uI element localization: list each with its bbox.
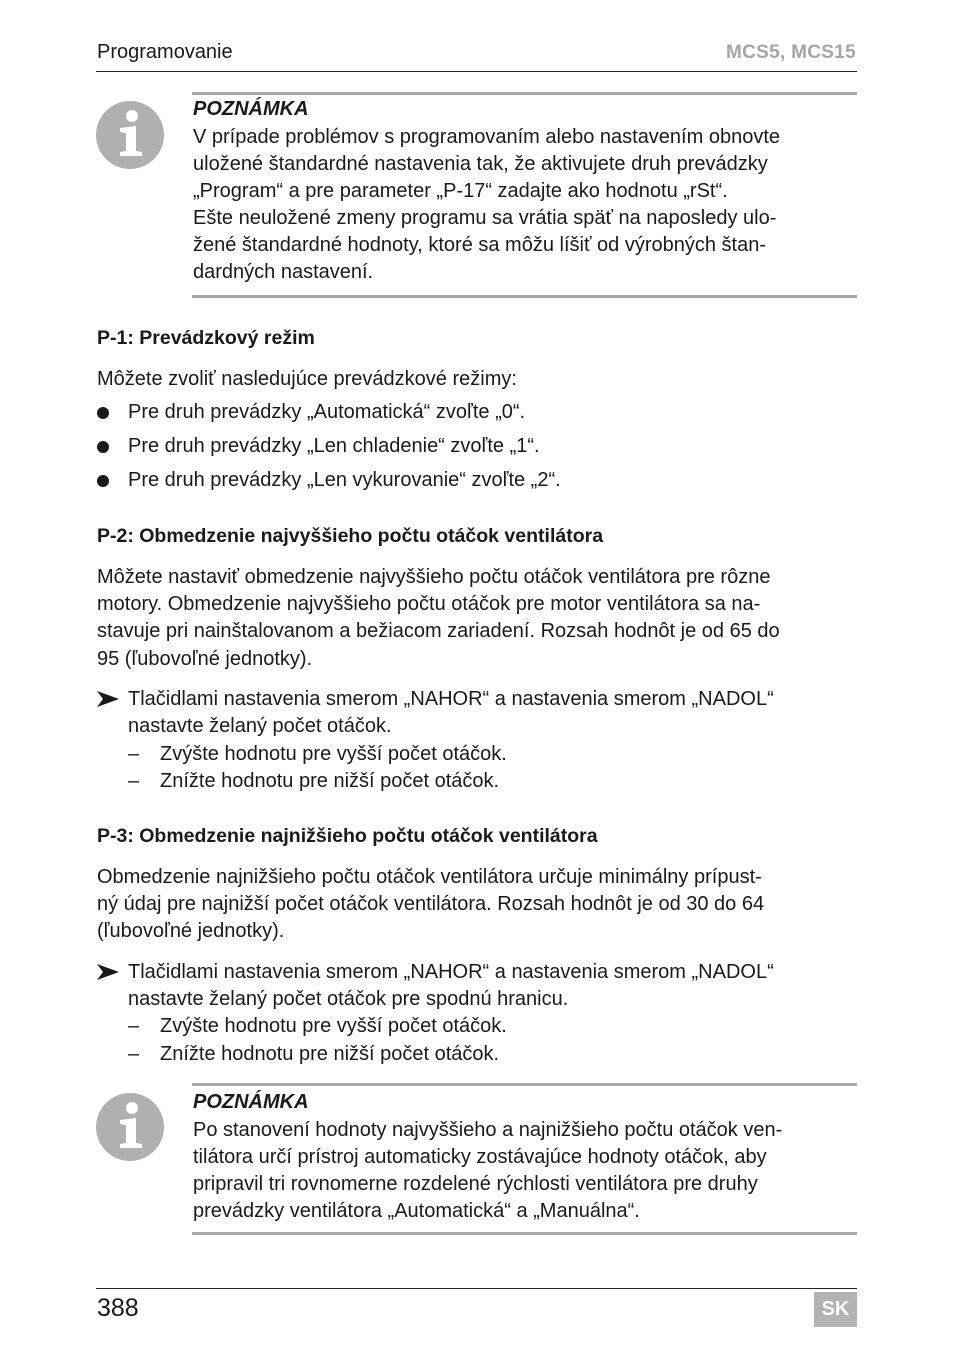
info-icon bbox=[96, 1093, 164, 1161]
page-number: 388 bbox=[97, 1294, 139, 1322]
note2-bottom-rule bbox=[192, 1232, 857, 1235]
p2-paragraph: Môžete nastaviť obmedzenie najvyššieho počtu otáčok ventilátora pre rôzne motory. Obmedzenie najvyššieho počtu otáčok pre motor ventilátora sa na- stavuje pri nainštalovanom a bežiacom zariadení. Rozsah hodnôt je od 65 do 95 (ľubovoľné jednotky). bbox=[97, 566, 780, 670]
footer-divider bbox=[96, 1288, 857, 1289]
bullet-icon bbox=[97, 475, 109, 487]
section-title: Programovanie bbox=[97, 41, 233, 63]
note2-body: Po stanovení hodnoty najvyššieho a najnižšieho počtu otáčok ven- tilátora určí prístroj automaticky zostávajúce hodnoty otáčok, aby pripravil tri rovnomerne rozdelené rýchlosti ventilátora pre druhy prevádzky ventilátora „Automatická“ a „Manuálna“. bbox=[193, 1119, 783, 1222]
arrow-right-icon bbox=[97, 964, 119, 980]
p1-intro: Môžete zvoliť nasledujúce prevádzkové režimy: bbox=[97, 368, 517, 390]
model-name: MCS5, MCS15 bbox=[725, 42, 856, 63]
note1-top-rule bbox=[192, 92, 857, 95]
p3-paragraph: Obmedzenie najnižšieho počtu otáčok ventilátora určuje minimálny prípust- ný údaj pre najnižší počet otáčok ventilátora. Rozsah hodnôt je od 30 do 64 (ľubovoľné jednotky). bbox=[97, 866, 765, 943]
p3-heading: P-3: Obmedzenie najnižšieho počtu otáčok ventilátora bbox=[97, 825, 598, 847]
note2-title: POZNÁMKA bbox=[193, 1091, 309, 1113]
p1-heading: P-1: Prevádzkový režim bbox=[97, 327, 315, 349]
note1-title: POZNÁMKA bbox=[193, 98, 309, 120]
note1-bottom-rule bbox=[192, 295, 857, 298]
p2-heading: P-2: Obmedzenie najvyššieho počtu otáčok ventilátora bbox=[97, 525, 604, 547]
bullet-icon bbox=[97, 441, 109, 453]
bullet-icon bbox=[97, 407, 109, 419]
language-badge: SK bbox=[814, 1292, 857, 1327]
note1-body: V prípade problémov s programovaním alebo nastavením obnovte uložené štandardné nastavenia tak, že aktivujete druh prevádzky „Program“ a pre parameter „P-17“ zadajte ako hodnotu „rSt“. Ešte neuložené zmeny programu sa vrátia späť na naposledy ulo- žené štandardné hodnoty, ktoré sa môžu líšiť od výrobných štan- dardných nastavení. bbox=[193, 126, 781, 283]
header-divider bbox=[96, 71, 857, 72]
info-icon bbox=[96, 101, 164, 169]
arrow-right-icon bbox=[97, 691, 119, 707]
note2-top-rule bbox=[192, 1083, 857, 1086]
